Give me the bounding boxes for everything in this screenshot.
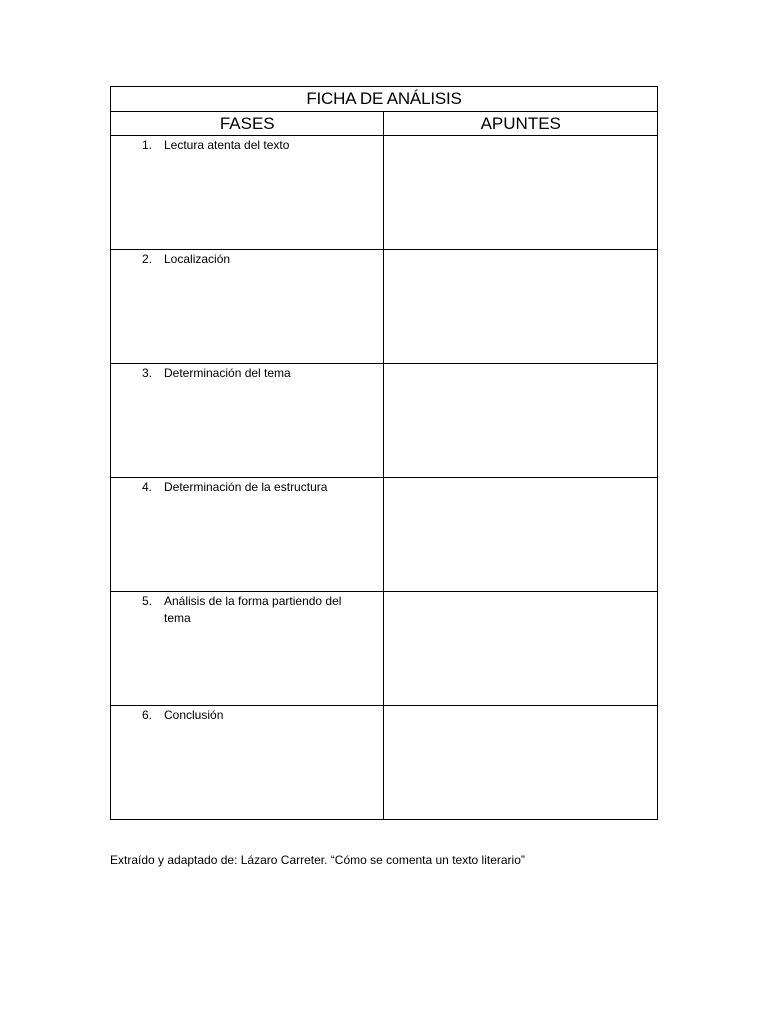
form-title: FICHA DE ANÁLISIS (111, 87, 658, 112)
header-row (111, 112, 658, 136)
phase-cell (111, 364, 384, 478)
phase-cell (111, 706, 384, 820)
phase-label: Determinación de la estructura (164, 480, 328, 494)
phase-item (111, 478, 383, 496)
phase-number: 4. (141, 480, 152, 494)
phase-row (111, 364, 658, 478)
notes-cell[interactable] (384, 706, 658, 820)
phase-cell (111, 478, 384, 592)
phase-cell (111, 136, 384, 250)
phase-number: 1. (141, 138, 152, 152)
notes-cell[interactable] (384, 364, 658, 478)
phase-cell (111, 250, 384, 364)
phase-number: 2. (141, 252, 152, 266)
phase-item (111, 706, 383, 724)
phase-row (111, 478, 658, 592)
phase-label: Determinación del tema (164, 366, 291, 380)
notes-cell[interactable] (384, 136, 658, 250)
phase-number: 3. (141, 366, 152, 380)
column-header-apuntes: APUNTES (384, 112, 658, 136)
phase-item (111, 136, 383, 154)
phase-label: Localización (164, 252, 231, 266)
phase-cell (111, 592, 384, 706)
phase-label: Conclusión (164, 708, 224, 722)
analysis-form-table (110, 86, 658, 820)
phase-row (111, 136, 658, 250)
phase-row (111, 250, 658, 364)
notes-cell[interactable] (384, 250, 658, 364)
phase-number: 6. (141, 708, 152, 722)
phase-row (111, 592, 658, 706)
notes-cell[interactable] (384, 478, 658, 592)
phase-number: 5. (141, 594, 152, 608)
phase-row (111, 706, 658, 820)
phase-label: Análisis de la forma partiendo del tema (164, 594, 342, 625)
source-citation: Extraído y adaptado de: Lázaro Carreter. “Cómo se comenta un texto literario” (110, 853, 525, 867)
phase-item (111, 250, 383, 268)
title-row (111, 87, 658, 112)
column-header-fases: FASES (111, 112, 384, 136)
phase-item (111, 592, 383, 627)
notes-cell[interactable] (384, 592, 658, 706)
phase-label: Lectura atenta del texto (164, 138, 290, 152)
phase-item (111, 364, 383, 382)
